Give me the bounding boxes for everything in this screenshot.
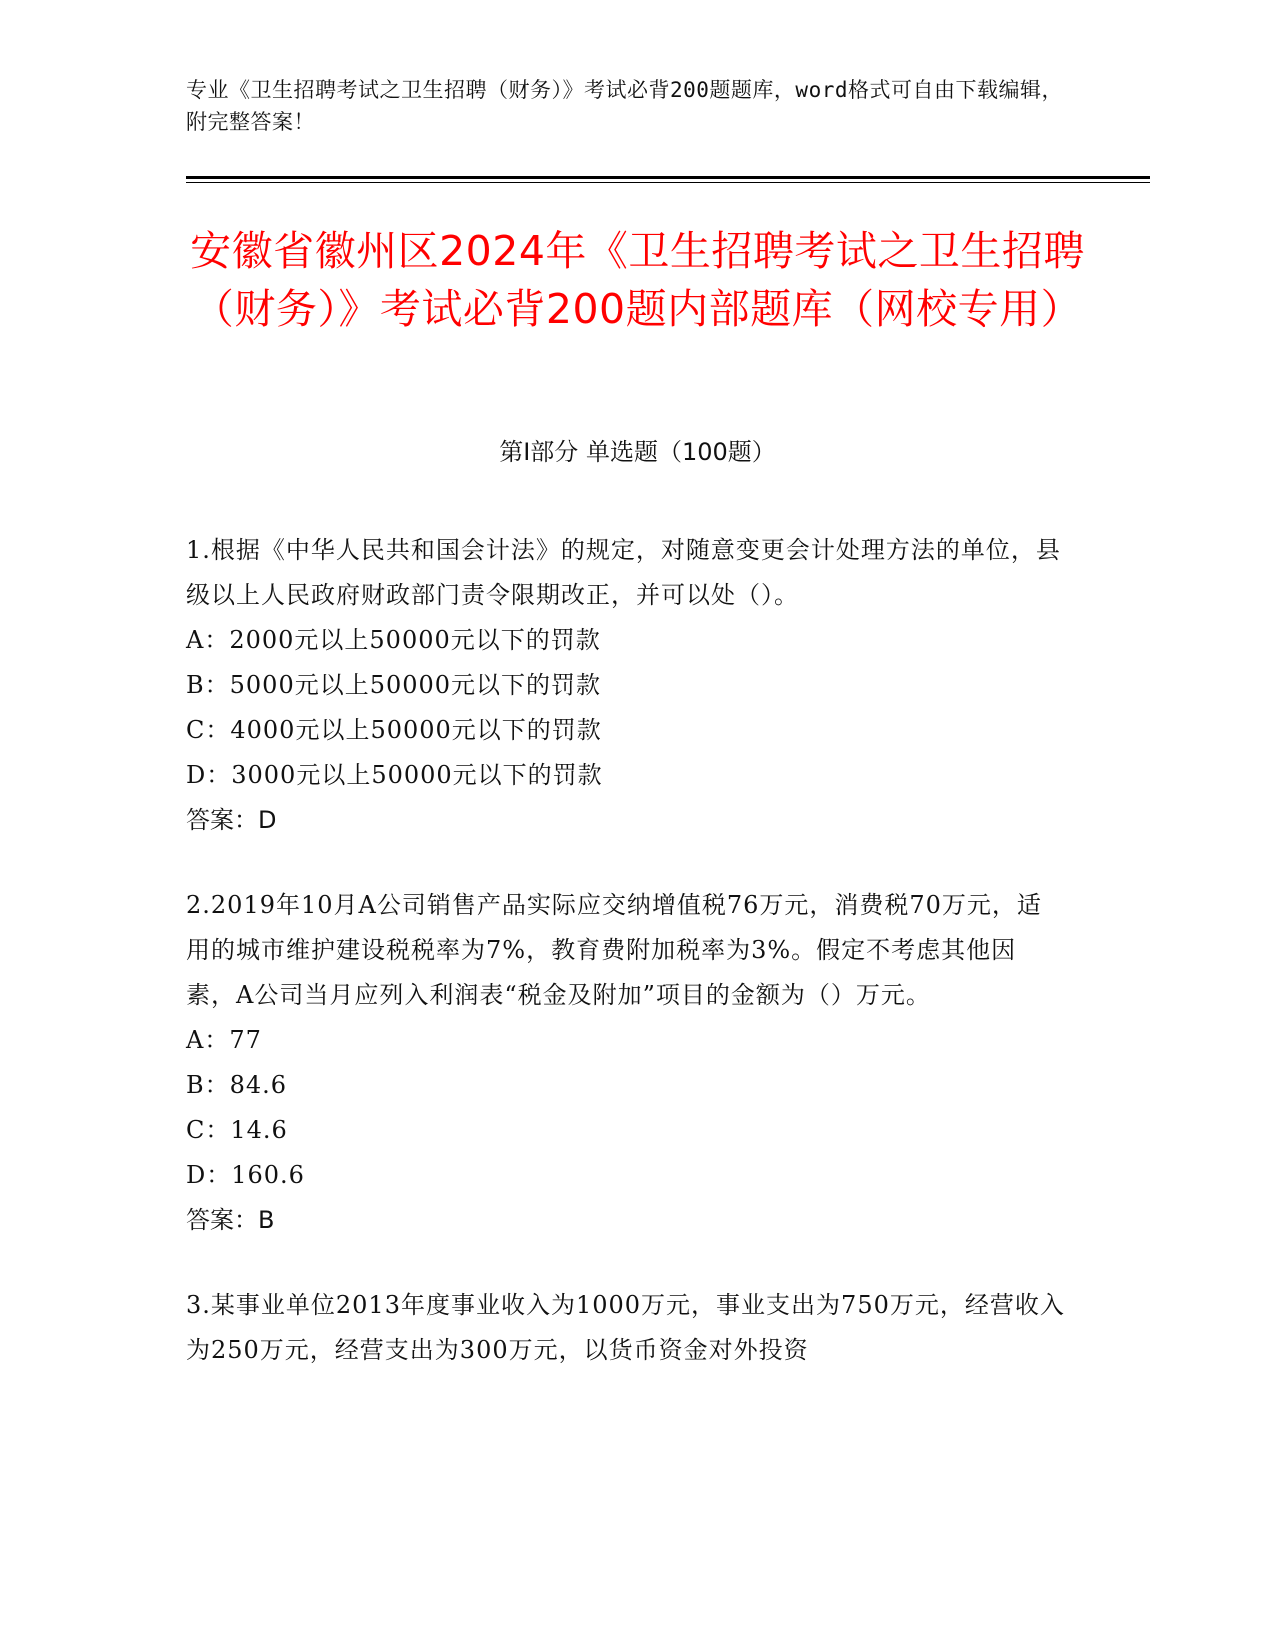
question-1 bbox=[186, 528, 1066, 843]
option-a: A：77 bbox=[186, 1026, 262, 1054]
question-text: 1.根据《中华人民共和国会计法》的规定，对随意变更会计处理方法的单位，县级以上人民政府财政部门责令限期改正，并可以处（）。 bbox=[186, 536, 1061, 609]
header-rule-thick bbox=[186, 176, 1150, 179]
option-c: C：4000元以上50000元以下的罚款 bbox=[186, 716, 602, 744]
option-d: D：3000元以上50000元以下的罚款 bbox=[186, 761, 603, 789]
option-b: B：5000元以上50000元以下的罚款 bbox=[186, 671, 602, 699]
answer-line: 答案：B bbox=[186, 1206, 275, 1234]
question-text: 3.某事业单位2013年度事业收入为1000万元，事业支出为750万元，经营收入为250万元，经营支出为300万元，以货币资金对外投资 bbox=[186, 1291, 1065, 1364]
header-rule-thin bbox=[186, 182, 1150, 183]
section-heading: 第Ⅰ部分 单选题（100题） bbox=[499, 438, 776, 466]
option-c: C：14.6 bbox=[186, 1116, 288, 1144]
option-d: D：160.6 bbox=[186, 1161, 305, 1189]
question-list bbox=[186, 528, 1066, 1413]
document-title: 安徽省徽州区2024年《卫生招聘考试之卫生招聘（财务）》考试必背200题内部题库（网校专用） bbox=[190, 227, 1085, 333]
question-text: 2.2019年10月A公司销售产品实际应交纳增值税76万元，消费税70万元，适用的城市维护建设税税率为7%，教育费附加税率为3%。假定不考虑其他因素，A公司当月应列入利润表“税金及附加”项目的金额为（）万元。 bbox=[186, 891, 1042, 1009]
question-3 bbox=[186, 1283, 1066, 1373]
answer-line: 答案：D bbox=[186, 806, 277, 834]
option-b: B：84.6 bbox=[186, 1071, 288, 1099]
header-note: 专业《卫生招聘考试之卫生招聘（财务）》考试必背200题题库，word格式可自由下载编辑，附完整答案！ bbox=[186, 78, 1063, 134]
question-2 bbox=[186, 883, 1066, 1243]
option-a: A：2000元以上50000元以下的罚款 bbox=[186, 626, 601, 654]
